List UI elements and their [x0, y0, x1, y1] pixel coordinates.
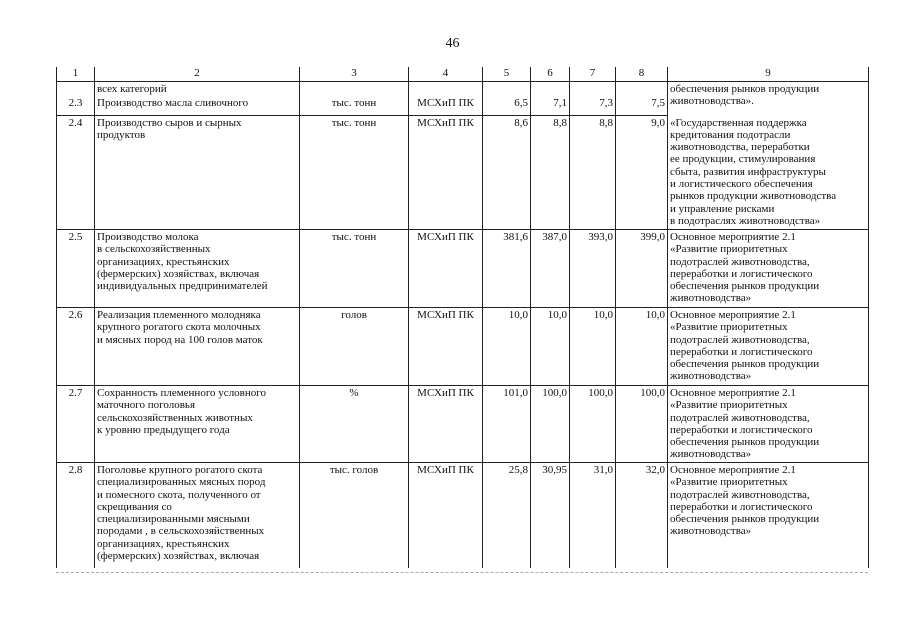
value-col7 [570, 82, 616, 96]
value-col6 [531, 82, 570, 96]
table-row [57, 116, 869, 230]
table-row [57, 82, 869, 96]
value-col7: 7,3 [570, 96, 616, 116]
indicator-name: Сохранность племенного условного маточного поголовья сельскохозяйственных животных к уровню предыдущего года [95, 386, 300, 463]
header-row [57, 67, 869, 82]
indicator-name: Производство масла сливочного [95, 96, 300, 116]
unit: % [300, 386, 409, 463]
value-col7: 8,8 [570, 116, 616, 230]
row-number: 2.8 [57, 463, 95, 568]
unit [300, 82, 409, 96]
value-col6: 8,8 [531, 116, 570, 230]
header-cell: 1 [57, 67, 95, 82]
value-col8: 7,5 [616, 96, 668, 116]
value-col5: 10,0 [483, 308, 531, 386]
header-cell: 5 [483, 67, 531, 82]
indicator-name: Реализация племенного молодняка крупного рогатого скота молочных и мясных пород на 100 голов маток [95, 308, 300, 386]
header-cell: 4 [409, 67, 483, 82]
value-col8: 32,0 [616, 463, 668, 568]
row-number: 2.5 [57, 230, 95, 308]
value-col8: 100,0 [616, 386, 668, 463]
table-row [57, 230, 869, 308]
responsible: МСХиП ПК [409, 308, 483, 386]
page-number: 46 [445, 36, 460, 51]
value-col5: 8,6 [483, 116, 531, 230]
row-number: 2.3 [57, 96, 95, 116]
value-col5: 6,5 [483, 96, 531, 116]
value-col6: 10,0 [531, 308, 570, 386]
value-col8: 10,0 [616, 308, 668, 386]
value-col7: 393,0 [570, 230, 616, 308]
event-cell: Основное мероприятие 2.1 «Развитие приоритетных подотраслей животноводства, переработки и логистического обеспечения рынков продукции животноводства» [668, 308, 869, 386]
value-col8 [616, 82, 668, 96]
event-cell: Основное мероприятие 2.1 «Развитие приоритетных подотраслей животноводства, переработки и логистического обеспечения рынков продукции животноводства» [668, 386, 869, 463]
header-cell: 9 [668, 67, 869, 82]
header-cell: 6 [531, 67, 570, 82]
header-cell: 2 [95, 67, 300, 82]
value-col6: 100,0 [531, 386, 570, 463]
table-row [57, 463, 869, 568]
value-col7: 31,0 [570, 463, 616, 568]
row-number: 2.6 [57, 308, 95, 386]
responsible: МСХиП ПК [409, 116, 483, 230]
responsible: МСХиП ПК [409, 96, 483, 116]
header-cell: 7 [570, 67, 616, 82]
value-col5: 101,0 [483, 386, 531, 463]
unit: голов [300, 308, 409, 386]
event-cell: Основное мероприятие 2.1 «Развитие приоритетных подотраслей животноводства, переработки и логистического обеспечения рынков продукции животноводства» [668, 230, 869, 308]
row-number: 2.4 [57, 116, 95, 230]
event-cell: обеспечения рынков продукции животноводства». [668, 82, 869, 116]
table-row [57, 308, 869, 386]
value-col7: 100,0 [570, 386, 616, 463]
unit: тыс. тонн [300, 116, 409, 230]
row-number: 2.7 [57, 386, 95, 463]
value-col8: 399,0 [616, 230, 668, 308]
indicators-table [56, 67, 869, 568]
responsible: МСХиП ПК [409, 230, 483, 308]
indicator-name: Поголовье крупного рогатого скота специализированных мясных пород и помесного скота, полученного от скрещивания со специализированными мясными породами , в сельскохозяйственных организациях, крестьянских (фермерских) хозяйствах, включая [95, 463, 300, 568]
event-cell: Основное мероприятие 2.1 «Развитие приоритетных подотраслей животноводства, переработки и логистического обеспечения рынков продукции животноводства» [668, 463, 869, 568]
table-row [57, 386, 869, 463]
unit: тыс. тонн [300, 230, 409, 308]
event-cell: «Государственная поддержка кредитования подотрасли животноводства, переработки ее продукции, стимулирования сбыта, развития инфраструктуры и логистического обеспечения рынков продукции животноводства и управление рисками в подотраслях животноводства» [668, 116, 869, 230]
indicator-name: всех категорий [95, 82, 300, 96]
value-col8: 9,0 [616, 116, 668, 230]
responsible: МСХиП ПК [409, 463, 483, 568]
unit: тыс. тонн [300, 96, 409, 116]
responsible [409, 82, 483, 96]
value-col7: 10,0 [570, 308, 616, 386]
value-col5 [483, 82, 531, 96]
unit: тыс. голов [300, 463, 409, 568]
value-col6: 387,0 [531, 230, 570, 308]
value-col5: 25,8 [483, 463, 531, 568]
page-cut-line [56, 572, 868, 573]
responsible: МСХиП ПК [409, 386, 483, 463]
header-cell: 8 [616, 67, 668, 82]
value-col5: 381,6 [483, 230, 531, 308]
header-cell: 3 [300, 67, 409, 82]
value-col6: 30,95 [531, 463, 570, 568]
value-col6: 7,1 [531, 96, 570, 116]
indicator-name: Производство сыров и сырных продуктов [95, 116, 300, 230]
indicator-name: Производство молока в сельскохозяйственных организациях, крестьянских (фермерских) хозяйствах, включая индивидуальных предпринимателей [95, 230, 300, 308]
row-number [57, 82, 95, 96]
